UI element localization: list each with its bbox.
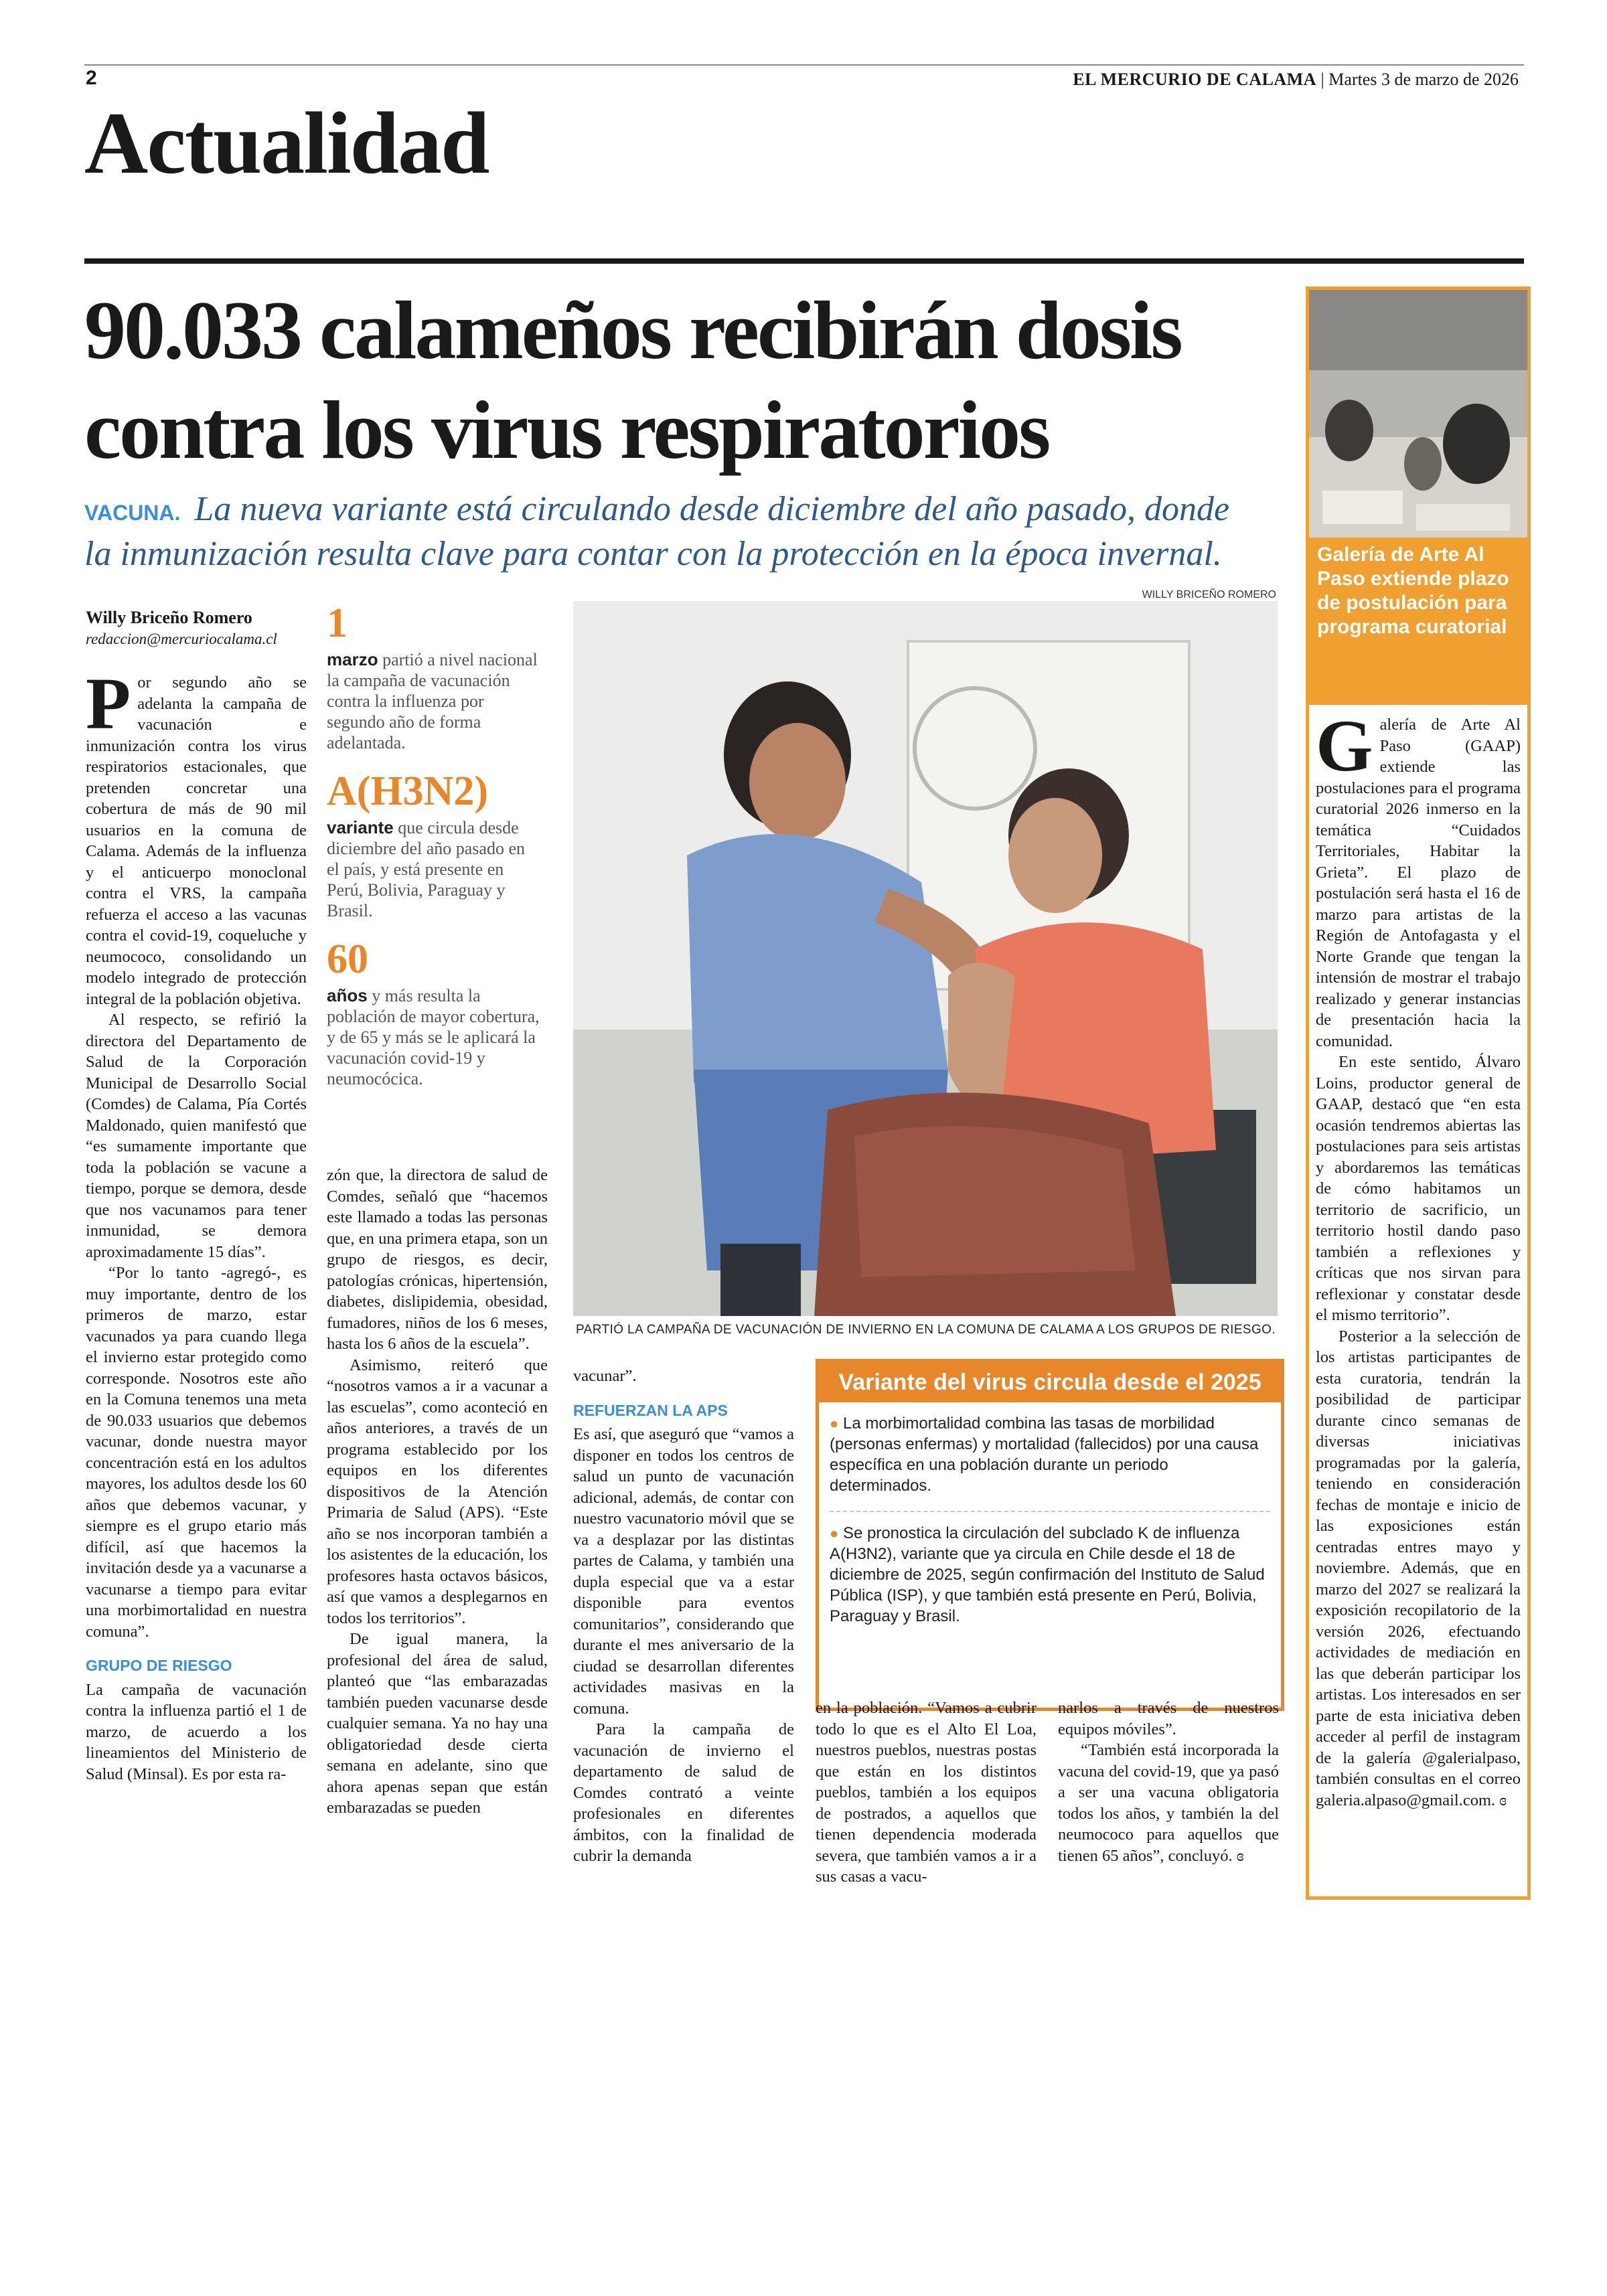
headline-line-2: contra los virus respiratorios xyxy=(84,384,1049,476)
kicker-line-1: La nueva variante está circulando desde diciembre del año pasado, donde xyxy=(194,490,1230,528)
fact-number: 1 xyxy=(327,600,348,646)
fact-item xyxy=(327,938,541,1089)
paragraph: Para la campaña de vacunación de invierno el departamento de salud de Comdes contrató a veinte profesionales en diferentes ámbitos, con la finalidad de cubrir la demanda xyxy=(573,1720,794,1865)
article-column-1 xyxy=(86,663,307,1785)
author-email: redaccion@mercuriocalama.cl xyxy=(86,631,277,647)
info-box-title: Variante del virus circula desde el 2025 xyxy=(819,1362,1281,1402)
fact-text: años y más resulta la población de mayor cobertura, y de 65 y más se le aplicará la vacunación covid-19 y neumocócica. xyxy=(327,985,540,1088)
drop-cap: P xyxy=(86,663,131,744)
info-box-item: ● La morbimortalidad combina las tasas de morbilidad (personas enfermas) y mortalidad (fallecidos) por una causa específica en una población durante un periodo determinados. xyxy=(830,1414,1259,1495)
sidebar-story xyxy=(1306,286,1531,1900)
author-name: Willy Briceño Romero xyxy=(86,608,252,627)
paragraph: De igual manera, la profesional del área de salud, planteó que “las embarazadas también pueden vacunarse desde cualquier semana. Ya no hay una obligatoriedad desde cierta semana en adelante, sino que ahora apenas sepan que están embarazadas se pueden xyxy=(327,1630,548,1817)
article-column-5 xyxy=(1058,1698,1279,1866)
paragraph: Por segundo año se adelanta la campaña de vacunación e inmunización contra los virus respiratorios estacionales, que pretenden concretar una cobertura de más de 90 mil usuarios en la comuna de Calama. Además de la influenza y el anticuerpo monoclonal contra el VRS, la campaña refuerza el acceso a las vacunas contra el covid-19, coqueluche y neumococo, consolidando un modelo integrado de protección integral de la población objetiva. xyxy=(86,663,307,1008)
fact-text: variante que circula desde diciembre del año pasado en el país, y está presente en Perú, Bolivia, Paraguay y Brasil. xyxy=(327,817,525,920)
paragraph: Posterior a la selección de los artistas participantes de esta curatoria, tendrán la posibilidad de participar durante cinco semanas de diversas iniciativas programadas por la galería, teniendo en consideración fechas de montaje e inicio de las exposiciones están centradas entres mayo y noviembre. Además, que en marzo del 2027 se realizará la exposición recopilatorio de la versión 2026, efectuando actividades de mediación en las que deberán participar los artistas. Los interesados en ser parte de esta iniciativa deben acceder al perfil de instagram de la galería @galerialpaso, también consultas en el correo galeria.alpaso@gmail.com. ɞ xyxy=(1316,1327,1521,1809)
end-mark-icon: ɞ xyxy=(1499,1791,1507,1809)
paragraph: Asimismo, reiteró que “nosotros vamos a ir a vacunar a las escuelas”, como aconteció en años anteriores, a través de un programa establecido por los equipos en los diferentes dispositivos de la Atención Primaria de Salud (APS). “Este año se nos incorporan también a los asistentes de la educación, los profesores hasta octavos básicos, así que vamos a desplegarnos en todos los territorios”. xyxy=(327,1356,548,1627)
facts-column xyxy=(327,602,541,1089)
photo-caption: PARTIÓ LA CAMPAÑA DE VACUNACIÓN DE INVIERNO EN LA COMUNA DE CALAMA A LOS GRUPOS DE RIESGO. xyxy=(576,1323,1276,1337)
kicker-line-2: la inmunización resulta clave para contar con la protección en la época invernal. xyxy=(84,534,1222,573)
masthead xyxy=(1073,70,1519,90)
paragraph: en la población. “Vamos a cubrir todo lo que es el Alto El Loa, nuestros pueblos, nuestras postas que están en los distintos pueblos, también a los equipos de postrados, a aquellos que tienen dependencia moderada severa, que también vamos a ir a sus casas a vacu- xyxy=(816,1699,1037,1886)
masthead-separator: | xyxy=(1320,70,1324,89)
article-column-2 xyxy=(327,1165,548,1819)
paragraph: Es así, que aseguró que “vamos a disponer en todos los centros de salud un punto de vacunación adicional, además, de contar con nuestro vacunatorio móvil que se va a desplazar por las distintas partes de Calama, y también una dupla especial que va a estar disponible para eventos comunitarios”, considerando que durante el mes aniversario de la ciudad se desarrollan diferentes actividades masivas en la comuna. xyxy=(573,1425,794,1718)
fact-text: marzo partió a nivel nacional la campaña de vacunación contra la influenza por segundo año de forma adelantada. xyxy=(327,649,538,752)
info-box-item: ● Se pronostica la circulación del subclado K de influenza A(H3N2), variante que ya circula en Chile desde el 18 de diciembre de 2025, según confirmación del Instituto de Salud Pública (ISP), y que también está presente en Perú, Bolivia, Paraguay y Brasil. xyxy=(830,1524,1265,1625)
paragraph: Al respecto, se refirió la directora del Departamento de Salud de la Corporación Municipal de Desarrollo Social (Comdes) de Calama, Pía Cortés Maldonado, quien manifestó que “es sumamente importante que toda la población se vacune a tiempo, porque se demora, desde que nos vacunamos para tener inmunidad, se demora aproximadamente 15 días”. xyxy=(86,1011,307,1261)
fact-number: A(H3N2) xyxy=(327,768,489,814)
fact-item xyxy=(327,770,541,921)
vaccination-photo xyxy=(573,601,1278,1316)
paragraph: vacunar”. xyxy=(573,1367,637,1385)
vaccination-illustration xyxy=(573,601,1278,1316)
gallery-illustration xyxy=(1309,290,1527,538)
top-rule xyxy=(84,64,1524,66)
paragraph: En este sentido, Álvaro Loins, productor general de GAAP, destacó que “en esta ocasión tendremos abiertas las postulaciones para seis artistas y abordaremos las temáticas de cómo habitamos un territorio de sacrificio, un territorio hostil dando paso también a reflexiones y críticas que nos sirvan para reflexionar y constatar desde el mismo territorio”. xyxy=(1316,1053,1521,1324)
article-column-3 xyxy=(573,1366,794,1867)
paragraph: La campaña de vacunación contra la influenza partió el 1 de marzo, de acuerdo a los lineamientos del Ministerio de Salud (Minsal). Es por esta ra- xyxy=(86,1680,307,1783)
photo-credit: WILLY BRICEÑO ROMERO xyxy=(1142,589,1276,600)
drop-cap: G xyxy=(1316,705,1373,787)
sidebar-body xyxy=(1316,705,1521,1811)
sidebar-title: Galería de Arte Al Paso extiende plazo de postulación para programa curatorial xyxy=(1309,538,1527,705)
bullet-icon: ● xyxy=(830,1415,839,1432)
kicker-tag: VACUNA. xyxy=(84,501,181,525)
kicker xyxy=(84,487,1276,576)
info-box-divider xyxy=(830,1511,1270,1512)
article-column-4 xyxy=(816,1698,1037,1888)
subheading-refuerzan-la-aps: REFUERZAN LA APS xyxy=(573,1401,728,1419)
headline xyxy=(84,281,1290,481)
fact-number: 60 xyxy=(327,936,368,982)
end-mark-icon: ɞ xyxy=(1236,1846,1244,1865)
paragraph: Galería de Arte Al Paso (GAAP) extiende las postulaciones para el programa curatorial 2026 inmerso en la temática “Cuidados Territoriales, Habitar la Grieta”. El plazo de postulación será hasta el 16 de marzo para artistas de la Región de Antofagasta y el Norte Grande que tengan la intensión de mostrar el trabajo realizado y generar instancias de presentación hacia la comunidad. xyxy=(1316,705,1521,1050)
gallery-photo xyxy=(1309,290,1527,538)
paragraph: “Por lo tanto -agregó-, es muy importante, dentro de los primeros de marzo, estar vacunados ya para cuando llega el invierno estar protegido como corresponde. Nosotros este año en la Comuna tenemos una meta de 90.033 usuarios que debemos vacunar, donde nuestra mayor concentración está en los adultos mayores, los adultos desde los 60 años que debemos vacunar, y siempre es el grupo etario más difícil, así que hacemos la invitación desde ya a vacunarse a vacunarse a tiempo para evitar una morbimortalidad en nuestra comuna”. xyxy=(86,1264,307,1641)
section-title: Actualidad xyxy=(84,94,489,192)
fact-item xyxy=(327,602,541,753)
headline-line-1: 90.033 calameños recibirán dosis xyxy=(84,284,1181,376)
page-number: 2 xyxy=(86,67,97,89)
info-box xyxy=(816,1359,1284,1711)
paragraph: narlos a través de nuestros equipos móviles”. xyxy=(1058,1699,1279,1738)
masthead-paper: EL MERCURIO DE CALAMA xyxy=(1073,70,1317,89)
paragraph: zón que, la directora de salud de Comdes, señaló que “hacemos este llamado a todas las personas que, en una primera etapa, son un grupo de riesgos, es decir, patologías crónicas, hipertensión, diabetes, dislipidemia, obesidad, fumadores, niños de los 6 meses, hasta los 6 años de la escuela”. xyxy=(327,1166,548,1353)
masthead-date: Martes 3 de marzo de 2026 xyxy=(1328,70,1519,89)
subheading-grupo-de-riesgo: GRUPO DE RIESGO xyxy=(86,1657,232,1674)
bullet-icon: ● xyxy=(830,1525,839,1542)
paragraph: “También está incorporada la vacuna del covid-19, que ya pasó a ser una vacuna obligatoria todos los años, y también la del neumococo para aquellos que tienen 65 años”, concluyó. ɞ xyxy=(1058,1741,1279,1865)
section-rule xyxy=(84,258,1524,264)
